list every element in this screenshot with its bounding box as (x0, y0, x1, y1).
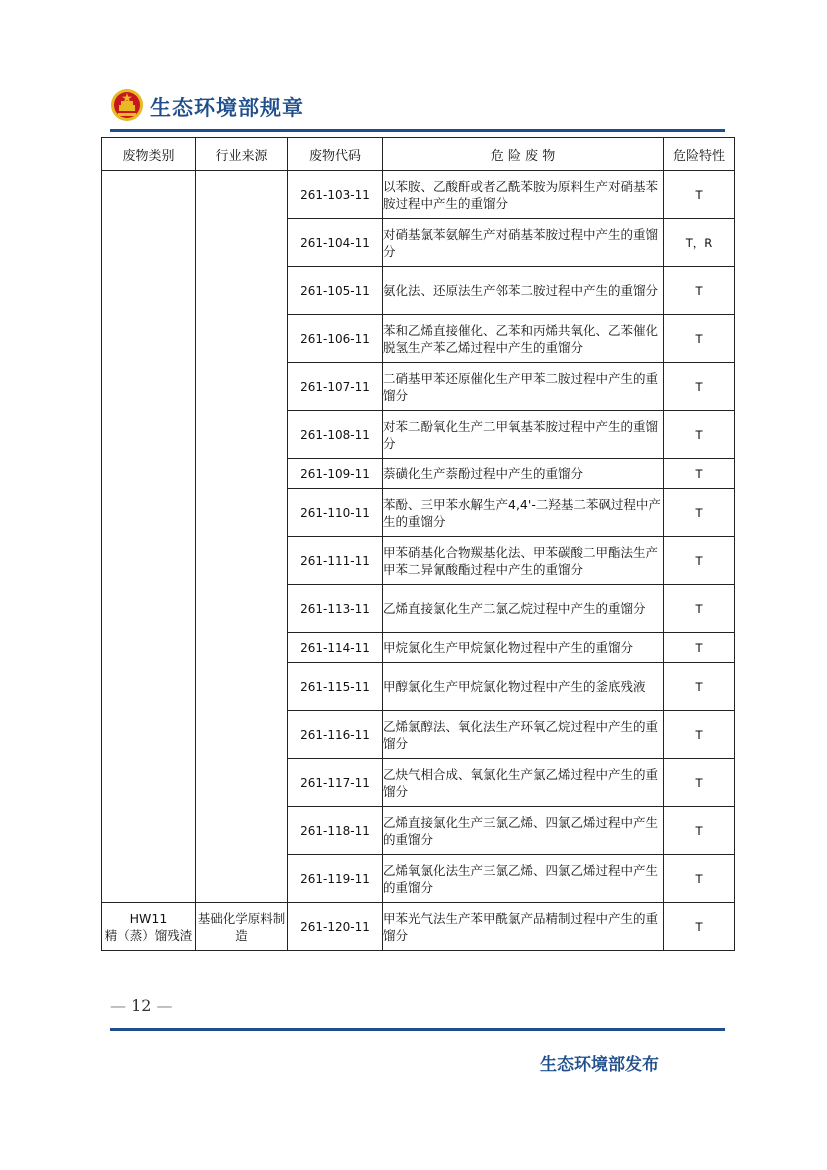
header-waste-code: 废物代码 (288, 138, 383, 171)
waste-code: 261-116-11 (288, 711, 383, 759)
waste-description: 乙烯直接氯化生产三氯乙烯、四氯乙烯过程中产生的重馏分 (383, 807, 664, 855)
waste-code: 261-106-11 (288, 315, 383, 363)
page-number-dash-right: — (151, 996, 173, 1015)
header-hazard-property: 危险特性 (664, 138, 735, 171)
hazard-property: T (664, 267, 735, 315)
waste-category: HW11 精（蒸）馏残渣 (102, 903, 196, 951)
source-cell-empty (196, 171, 288, 903)
header-waste-category: 废物类别 (102, 138, 196, 171)
waste-description: 甲烷氯化生产甲烷氯化物过程中产生的重馏分 (383, 633, 664, 663)
waste-code: 261-120-11 (288, 903, 383, 951)
waste-description: 苯酚、三甲苯水解生产4,4'-二羟基二苯砜过程中产生的重馏分 (383, 489, 664, 537)
waste-code: 261-117-11 (288, 759, 383, 807)
header-title: 生态环境部规章 (150, 96, 304, 120)
waste-description: 乙炔气相合成、氧氯化生产氯乙烯过程中产生的重馏分 (383, 759, 664, 807)
waste-description: 萘磺化生产萘酚过程中产生的重馏分 (383, 459, 664, 489)
hazard-property: T (664, 315, 735, 363)
table-header-row (102, 138, 735, 171)
page-number (110, 996, 173, 1015)
waste-code: 261-108-11 (288, 411, 383, 459)
hazard-property: T，R (664, 219, 735, 267)
header-industry-source: 行业来源 (196, 138, 288, 171)
hazard-property: T (664, 585, 735, 633)
waste-code: 261-109-11 (288, 459, 383, 489)
waste-description: 甲醇氯化生产甲烷氯化物过程中产生的釜底残液 (383, 663, 664, 711)
hazard-property: T (664, 903, 735, 951)
page-number-value: 12 (131, 996, 152, 1015)
hazard-property: T (664, 663, 735, 711)
waste-code: 261-114-11 (288, 633, 383, 663)
page-header (110, 88, 725, 132)
waste-code: 261-115-11 (288, 663, 383, 711)
waste-code: 261-119-11 (288, 855, 383, 903)
waste-description: 甲苯硝基化合物羰基化法、甲苯碳酸二甲酯法生产甲苯二异氰酸酯过程中产生的重馏分 (383, 537, 664, 585)
hazard-property: T (664, 363, 735, 411)
hazard-property: T (664, 633, 735, 663)
hazard-property: T (664, 759, 735, 807)
waste-code: 261-103-11 (288, 171, 383, 219)
waste-code: 261-104-11 (288, 219, 383, 267)
waste-description: 乙烯氯醇法、氧化法生产环氧乙烷过程中产生的重馏分 (383, 711, 664, 759)
hazard-property: T (664, 411, 735, 459)
hazard-property: T (664, 171, 735, 219)
waste-code: 261-107-11 (288, 363, 383, 411)
hazard-property: T (664, 489, 735, 537)
national-emblem-icon (110, 88, 144, 122)
page-number-dash-left: — (110, 996, 132, 1015)
header-rule (110, 129, 725, 132)
category-cell-empty (102, 171, 196, 903)
waste-description: 二硝基甲苯还原催化生产甲苯二胺过程中产生的重馏分 (383, 363, 664, 411)
hazard-property: T (664, 459, 735, 489)
table-row (102, 171, 735, 219)
waste-description: 乙烯直接氯化生产二氯乙烷过程中产生的重馏分 (383, 585, 664, 633)
hazardous-waste-table (101, 137, 735, 951)
hazard-property: T (664, 807, 735, 855)
waste-description: 氨化法、还原法生产邻苯二胺过程中产生的重馏分 (383, 267, 664, 315)
waste-code: 261-105-11 (288, 267, 383, 315)
industry-source: 基础化学原料制造 (196, 903, 288, 951)
footer-publisher: 生态环境部发布 (540, 1055, 659, 1075)
waste-code: 261-111-11 (288, 537, 383, 585)
hazard-property: T (664, 537, 735, 585)
waste-description: 以苯胺、乙酸酐或者乙酰苯胺为原料生产对硝基苯胺过程中产生的重馏分 (383, 171, 664, 219)
waste-code: 261-113-11 (288, 585, 383, 633)
footer-rule (110, 1028, 725, 1031)
waste-description: 苯和乙烯直接催化、乙苯和丙烯共氧化、乙苯催化脱氢生产苯乙烯过程中产生的重馏分 (383, 315, 664, 363)
header-hazardous-waste: 危 险 废 物 (383, 138, 664, 171)
waste-description: 对苯二酚氧化生产二甲氧基苯胺过程中产生的重馏分 (383, 411, 664, 459)
waste-description: 对硝基氯苯氨解生产对硝基苯胺过程中产生的重馏分 (383, 219, 664, 267)
waste-description: 乙烯氧氯化法生产三氯乙烯、四氯乙烯过程中产生的重馏分 (383, 855, 664, 903)
waste-description: 甲苯光气法生产苯甲酰氯产品精制过程中产生的重馏分 (383, 903, 664, 951)
waste-code: 261-110-11 (288, 489, 383, 537)
hazard-property: T (664, 855, 735, 903)
table-row (102, 903, 735, 951)
hazard-property: T (664, 711, 735, 759)
waste-code: 261-118-11 (288, 807, 383, 855)
